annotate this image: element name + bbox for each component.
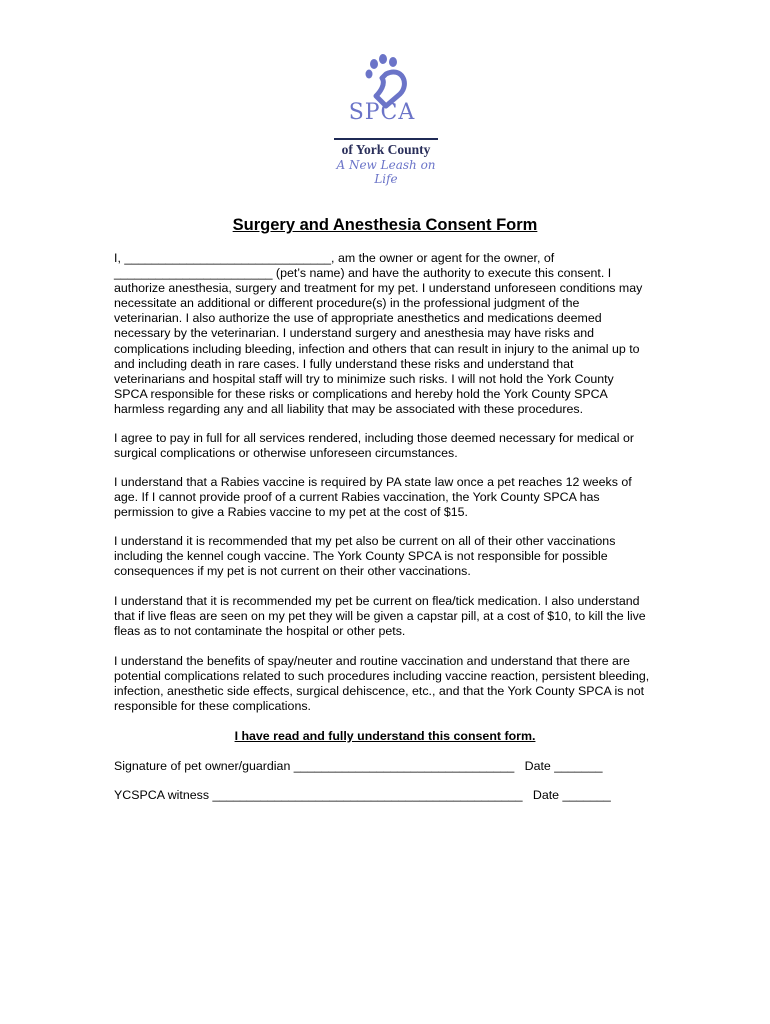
paragraph-text: I agree to pay in full for all services rendered, including those deemed necessary for medical or surgical complications or otherwise unforeseen circumstances. bbox=[114, 431, 634, 461]
logo-county-text: of York County bbox=[341, 142, 431, 157]
owner-signature-line[interactable]: Signature of pet owner/guardian ________________________________ Date _______ bbox=[114, 759, 603, 773]
logo-tagline: A New Leash on Life bbox=[336, 158, 436, 186]
paragraph-payment bbox=[114, 431, 662, 461]
paragraph-consent bbox=[114, 251, 662, 417]
paragraph-vaccinations bbox=[114, 534, 662, 579]
paragraph-spay-neuter bbox=[114, 654, 662, 714]
paragraph-text: I understand that it is recommended my pet be current on flea/tick medication. I also understand that if live fleas are seen on my pet they will be given a capstar pill, at a cost of $10, to kill the live fleas as to not contaminate the hospital or other pets. bbox=[114, 594, 646, 639]
paragraph-text: I understand that a Rabies vaccine is required by PA state law once a pet reaches 12 weeks of age. If I cannot provide proof of a current Rabies vaccination, the York County SPCA has permission to give a Rabies vaccine to my pet at the cost of $15. bbox=[114, 475, 632, 520]
paragraph-rabies bbox=[114, 475, 662, 520]
logo-divider bbox=[334, 138, 438, 140]
paragraph-text: I, ______________________________, am the owner or agent for the owner, of _______________________ (pet’s name) and have the authority to execute this consent. I authorize anesthesia, surgery and treatment for my pet. I understand unforeseen conditions may necessitate an additional or different procedure(s) in the professional judgment of the veterinarian. I also authorize the use of appropriate anesthetics and medications deemed necessary by the veterinarian. I understand surgery and anesthesia may have risks and complications including bleeding, infection and others that can result in injury to the animal up to and including death in rare cases. I fully understand these risks and understand that veterinarians and hospital staff will try to minimize such risks. I will not hold the York County SPCA responsible for these risks or complications and hereby hold the York County SPCA harmless regarding any and all liability that may be associated with these procedures. bbox=[114, 251, 643, 416]
paragraph-text: I understand the benefits of spay/neuter and routine vaccination and understand that there are potential complications related to such procedures including vaccine reaction, persistent bleeding, infection, anesthetic side effects, surgical dehiscence, etc., and that the York County SPCA is not responsible for these complications. bbox=[114, 654, 650, 714]
paragraph-flea-tick bbox=[114, 594, 662, 639]
acknowledgement-statement: I have read and fully understand this consent form. bbox=[234, 729, 536, 743]
form-title: Surgery and Anesthesia Consent Form bbox=[232, 216, 538, 234]
paragraph-text: I understand it is recommended that my pet also be current on all of their other vaccinations including the kennel cough vaccine. The York County SPCA is not responsible for possible consequences if my pet is not current on their other vaccinations. bbox=[114, 534, 616, 579]
witness-signature-line[interactable]: YCSPCA witness _____________________________________________ Date _______ bbox=[114, 788, 611, 802]
logo-spca-text: SPCA bbox=[348, 100, 416, 125]
